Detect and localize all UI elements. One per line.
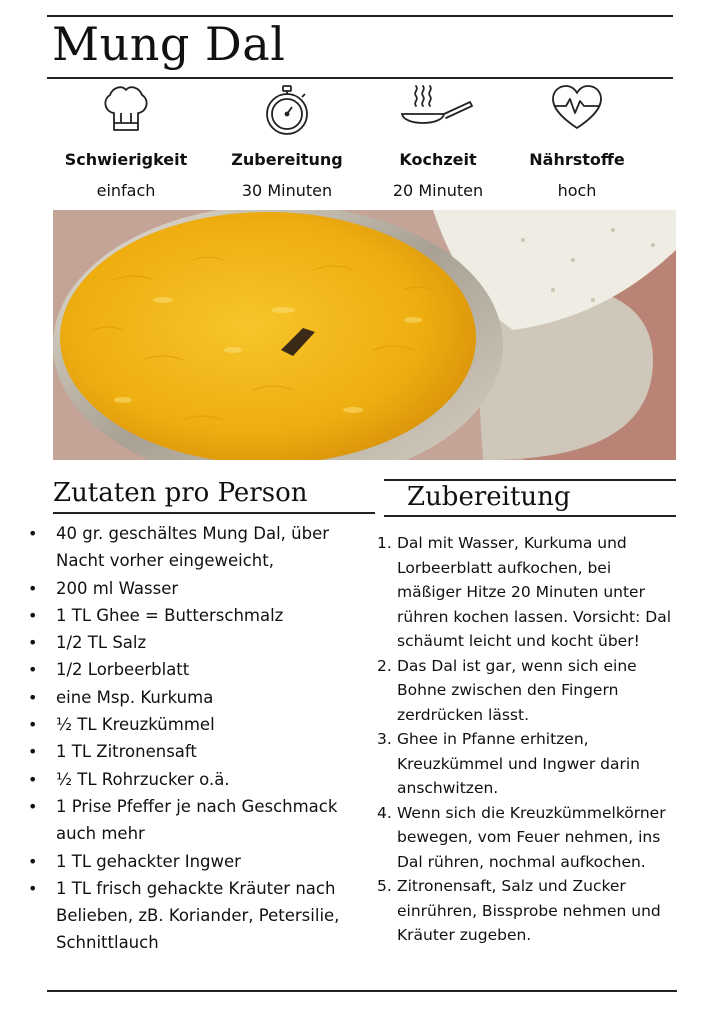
- stat-nutrients: [507, 80, 647, 201]
- bottom-rule: [47, 990, 677, 992]
- heartbeat-icon: [547, 80, 607, 140]
- step-item: [377, 874, 680, 948]
- step-text: Zitronensaft, Salz und Zucker einrühren, Bissprobe nehmen und Kräuter zugeben.: [397, 877, 661, 944]
- stat-cooking-time: [368, 80, 508, 201]
- preparation-rule-bottom: [384, 515, 676, 517]
- step-item: [377, 801, 680, 875]
- list-item: • 1 Prise Pfeffer je nach Geschmack auch mehr: [28, 793, 368, 848]
- stat-label: Zubereitung: [231, 150, 343, 169]
- frying-pan-icon: [398, 80, 478, 140]
- chef-hat-icon: [96, 80, 156, 140]
- step-number: 4.: [377, 803, 392, 822]
- step-item: [377, 654, 680, 728]
- stat-label: Schwierigkeit: [64, 150, 188, 169]
- step-number: 2.: [377, 656, 392, 675]
- stat-label: Kochzeit: [399, 150, 477, 169]
- stat-label: Nährstoffe: [529, 150, 625, 169]
- ingredients-list: [28, 520, 368, 957]
- ingredients-heading: Zutaten pro Person: [53, 478, 308, 508]
- step-number: 5.: [377, 877, 392, 895]
- stat-value: 20 Minuten: [392, 181, 484, 200]
- stopwatch-icon: [257, 80, 317, 140]
- ingredients-rule: [53, 512, 375, 514]
- stat-value: hoch: [557, 181, 597, 200]
- preparation-steps: [377, 531, 680, 948]
- step-number: 3.: [377, 730, 392, 748]
- step-number: 1.: [377, 534, 392, 552]
- stat-difficulty: [56, 80, 196, 201]
- title-rule: [47, 77, 673, 79]
- list-item: • eine Msp. Kurkuma: [28, 684, 368, 711]
- list-item: • 1/2 Lorbeerblatt: [28, 656, 368, 683]
- list-item: • 1/2 TL Salz: [28, 629, 368, 656]
- page-title: Mung Dal: [52, 17, 286, 71]
- list-item: • 1 TL Zitronensaft: [28, 738, 368, 765]
- list-item: • ½ TL Kreuzkümmel: [28, 711, 368, 738]
- step-item: [377, 727, 680, 801]
- stat-value: 30 Minuten: [241, 181, 333, 200]
- step-text: Dal mit Wasser, Kurkuma und Lorbeerblatt aufkochen, bei mäßiger Hitze 20 Minuten unter rühren kochen lassen. Vorsicht: Dal schäumt leicht und kocht über!: [397, 534, 671, 650]
- stat-value: einfach: [96, 181, 156, 200]
- preparation-rule-top: [384, 479, 676, 481]
- list-item: • 1 TL gehackter Ingwer: [28, 848, 368, 875]
- list-item: • 200 ml Wasser: [28, 575, 368, 602]
- step-text: Ghee in Pfanne erhitzen, Kreuzkümmel und Ingwer darin anschwitzen.: [397, 730, 640, 797]
- stat-preparation: [217, 80, 357, 201]
- list-item: • 40 gr. geschältes Mung Dal, über Nacht vorher eingeweicht,: [28, 520, 368, 575]
- step-item: [377, 531, 680, 654]
- step-text: Wenn sich die Kreuzkümmelkörner bewegen, vom Feuer nehmen, ins Dal rühren, nochmal aufkochen.: [397, 803, 666, 871]
- list-item: • 1 TL Ghee = Butterschmalz: [28, 602, 368, 629]
- list-item: • 1 TL frisch gehackte Kräuter nach Belieben, zB. Koriander, Petersilie, Schnittlauch: [28, 875, 368, 957]
- preparation-heading: Zubereitung: [407, 482, 571, 512]
- list-item: • ½ TL Rohrzucker o.ä.: [28, 766, 368, 793]
- step-text: Das Dal ist gar, wenn sich eine Bohne zwischen den Fingern zerdrücken lässt.: [397, 656, 637, 724]
- mung-dal-photo: [53, 210, 676, 460]
